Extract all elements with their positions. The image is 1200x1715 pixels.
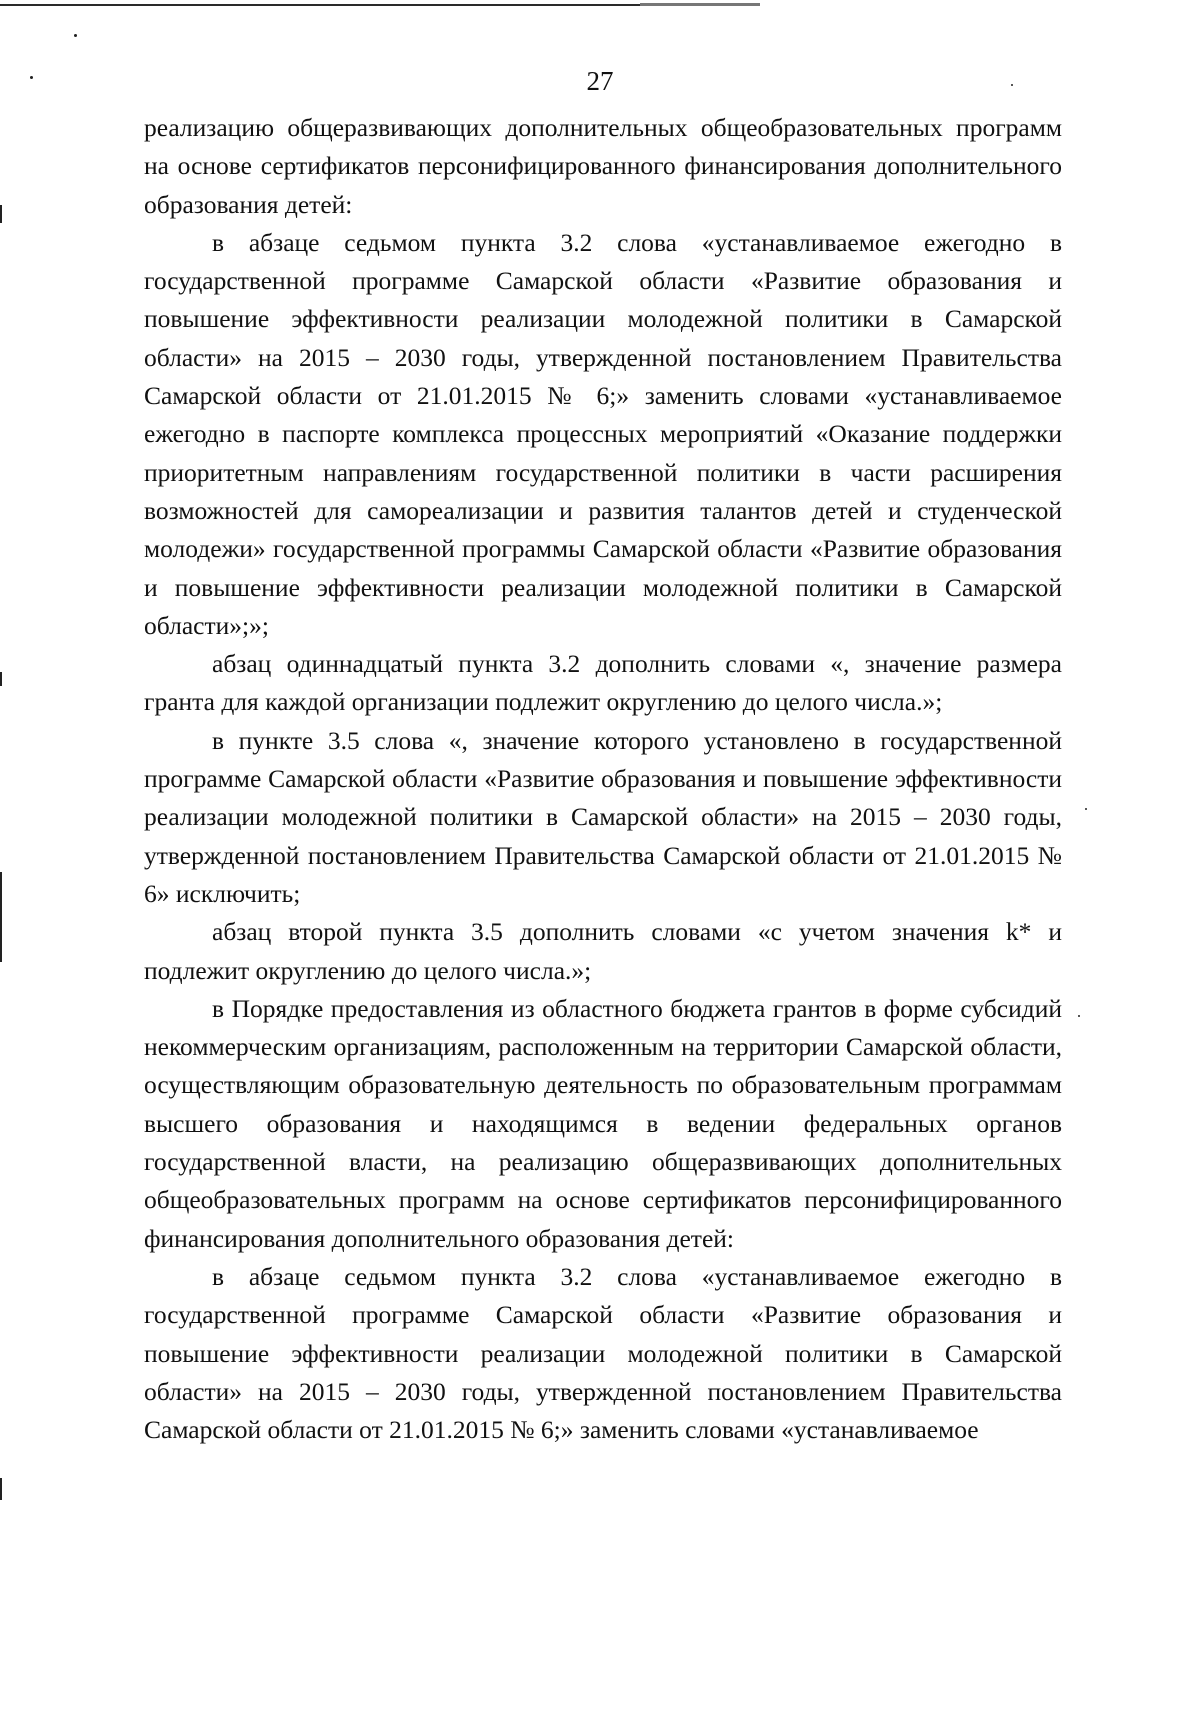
paragraph: в абзаце седьмом пункта 3.2 слова «устанавливаемое ежегодно в государственной программе Самарской области «Развитие образования и повышение эффективности реализации молодежной политики в Самарской области» на 2015 – 2030 годы, утвержденной постановлением Правительства Самарской области от 21.01.2015 № 6;» заменить словами «устанавливаемое bbox=[144, 1261, 1062, 1445]
scan-edge-mark bbox=[0, 872, 2, 962]
scan-edge-mark bbox=[0, 205, 2, 223]
scan-top-rule bbox=[0, 4, 735, 6]
paragraph: в абзаце седьмом пункта 3.2 слова «устанавливаемое ежегодно в государственной программе Самарской области «Развитие образования и повышение эффективности реализации молодежной политики в Самарской области» на 2015 – 2030 годы, утвержденной постановлением Правительства Самарской области от 21.01.2015 № 6;» заменить словами «устанавливаемое ежегодно в паспорте комплекса процессных мероприятий «Оказание поддержки приоритетным направлениям государственной политики в части расширения возможностей для самореализации и развития талантов детей и студенческой молодежи» государственной программы Самарской области «Развитие образования и повышение эффективности реализации молодежной политики в Самарской области»;»; bbox=[144, 227, 1062, 640]
scan-top-rule-fragment bbox=[640, 3, 760, 6]
paragraph: абзац одиннадцатый пункта 3.2 дополнить словами «, значение размера гранта для каждой организации подлежит округлению до целого числа.»; bbox=[144, 649, 1062, 717]
scan-speck bbox=[1078, 1015, 1080, 1017]
scan-edge-mark bbox=[0, 672, 2, 686]
scan-speck bbox=[74, 34, 77, 37]
paragraph: реализацию общеразвивающих дополнительных общеобразовательных программ на основе сертификатов персонифицированного финансирования дополнительного образования детей: bbox=[144, 113, 1062, 219]
scan-edge-mark bbox=[0, 1478, 2, 1500]
paragraph: в Порядке предоставления из областного бюджета грантов в форме субсидий некоммерческим организациям, расположенным на территории Самарской области, осуществляющим образовательную деятельность по образовательным программам высшего образования и находящимся в ведении федеральных органов государственной власти, на реализацию общеразвивающих дополнительных общеобразовательных программ на основе сертификатов персонифицированного финансирования дополнительного образования детей: bbox=[144, 993, 1062, 1253]
paragraph: абзац второй пункта 3.5 дополнить словами «с учетом значения k* и подлежит округлению до целого числа.»; bbox=[144, 917, 1062, 985]
page-number: 27 bbox=[586, 66, 614, 96]
scan-speck bbox=[1085, 808, 1087, 810]
paragraph: в пункте 3.5 слова «, значение которого установлено в государственной программе Самарской области «Развитие образования и повышение эффективности реализации молодежной политики в Самарской области» на 2015 – 2030 годы, утвержденной постановлением Правительства Самарской области от 21.01.2015 № 6» исключить; bbox=[144, 725, 1062, 908]
document-body bbox=[144, 109, 1062, 1449]
